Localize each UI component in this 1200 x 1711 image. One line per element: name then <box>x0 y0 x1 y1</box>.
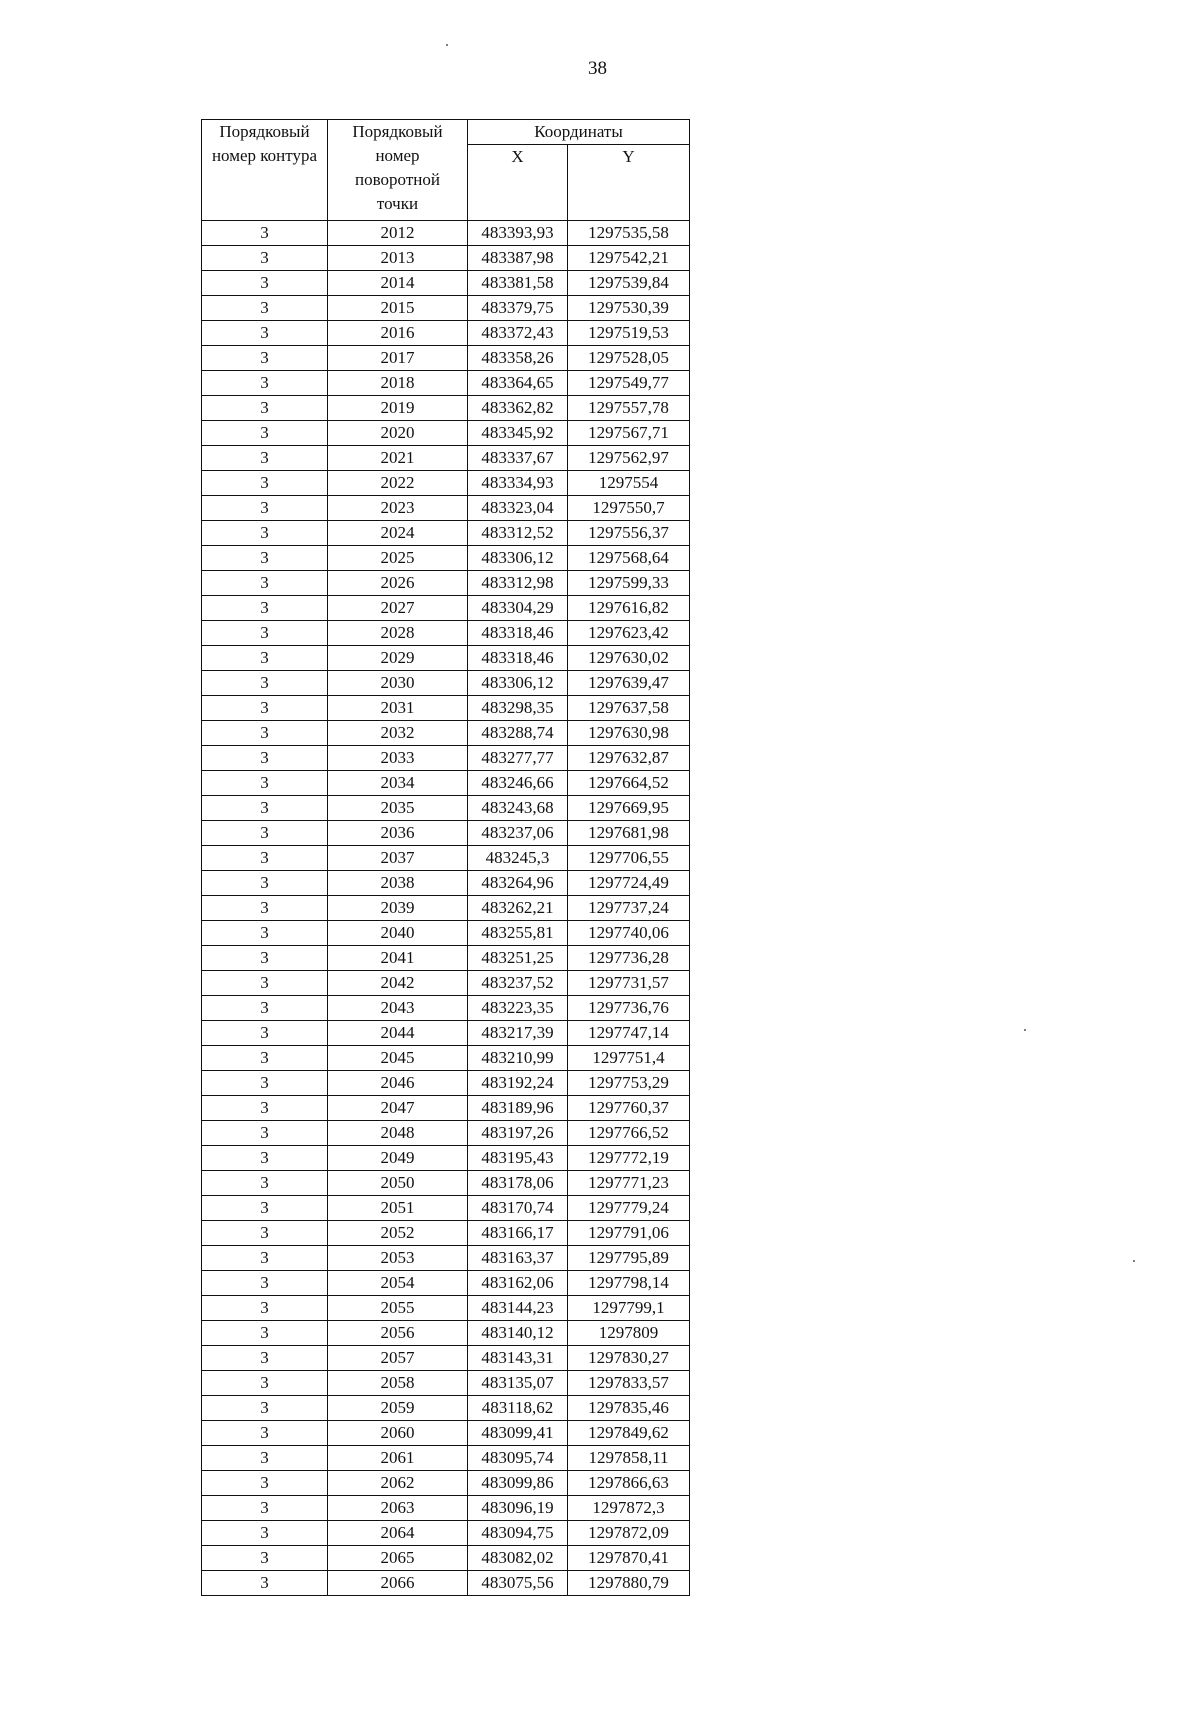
y-coordinate-cell: 1297554 <box>568 471 690 496</box>
table-row <box>202 846 690 871</box>
contour-number-cell: 3 <box>202 1396 328 1421</box>
scan-speck <box>1133 1260 1135 1262</box>
contour-number-cell: 3 <box>202 1146 328 1171</box>
x-coordinate-cell: 483135,07 <box>468 1371 568 1396</box>
y-coordinate-cell: 1297809 <box>568 1321 690 1346</box>
table-row <box>202 1471 690 1496</box>
y-coordinate-cell: 1297623,42 <box>568 621 690 646</box>
point-number-cell: 2042 <box>328 971 468 996</box>
point-number-cell: 2043 <box>328 996 468 1021</box>
x-coordinate-cell: 483245,3 <box>468 846 568 871</box>
x-coordinate-cell: 483304,29 <box>468 596 568 621</box>
x-coordinate-cell: 483345,92 <box>468 421 568 446</box>
contour-number-cell: 3 <box>202 221 328 246</box>
point-number-cell: 2058 <box>328 1371 468 1396</box>
x-coordinate-cell: 483364,65 <box>468 371 568 396</box>
y-coordinate-cell: 1297530,39 <box>568 296 690 321</box>
point-number-cell: 2020 <box>328 421 468 446</box>
contour-number-cell: 3 <box>202 1221 328 1246</box>
point-number-cell: 2024 <box>328 521 468 546</box>
table-row <box>202 1071 690 1096</box>
table-row <box>202 1321 690 1346</box>
point-number-cell: 2025 <box>328 546 468 571</box>
y-header: Y <box>568 145 690 221</box>
x-header: X <box>468 145 568 221</box>
point-number-cell: 2018 <box>328 371 468 396</box>
y-coordinate-cell: 1297737,24 <box>568 896 690 921</box>
point-number-cell: 2061 <box>328 1446 468 1471</box>
contour-number-cell: 3 <box>202 1421 328 1446</box>
point-number-cell: 2038 <box>328 871 468 896</box>
y-coordinate-cell: 1297760,37 <box>568 1096 690 1121</box>
contour-number-cell: 3 <box>202 496 328 521</box>
point-number-cell: 2055 <box>328 1296 468 1321</box>
contour-number-cell: 3 <box>202 696 328 721</box>
x-coordinate-cell: 483075,56 <box>468 1571 568 1596</box>
y-coordinate-cell: 1297872,09 <box>568 1521 690 1546</box>
point-number-cell: 2051 <box>328 1196 468 1221</box>
table-row <box>202 546 690 571</box>
point-number-cell: 2064 <box>328 1521 468 1546</box>
table-row <box>202 496 690 521</box>
x-coordinate-cell: 483162,06 <box>468 1271 568 1296</box>
table-body <box>202 221 690 1596</box>
table-row <box>202 1271 690 1296</box>
y-coordinate-cell: 1297616,82 <box>568 596 690 621</box>
point-number-cell: 2056 <box>328 1321 468 1346</box>
x-coordinate-cell: 483099,41 <box>468 1421 568 1446</box>
table-row <box>202 246 690 271</box>
x-coordinate-cell: 483264,96 <box>468 871 568 896</box>
y-coordinate-cell: 1297599,33 <box>568 571 690 596</box>
table-row <box>202 696 690 721</box>
point-number-cell: 2035 <box>328 796 468 821</box>
y-coordinate-cell: 1297880,79 <box>568 1571 690 1596</box>
y-coordinate-cell: 1297539,84 <box>568 271 690 296</box>
y-coordinate-cell: 1297798,14 <box>568 1271 690 1296</box>
y-coordinate-cell: 1297835,46 <box>568 1396 690 1421</box>
contour-number-header <box>202 120 328 221</box>
x-coordinate-cell: 483306,12 <box>468 546 568 571</box>
table-row <box>202 596 690 621</box>
contour-number-cell: 3 <box>202 671 328 696</box>
contour-number-cell: 3 <box>202 1321 328 1346</box>
x-coordinate-cell: 483318,46 <box>468 646 568 671</box>
x-coordinate-cell: 483197,26 <box>468 1121 568 1146</box>
x-coordinate-cell: 483277,77 <box>468 746 568 771</box>
table-row <box>202 1171 690 1196</box>
point-number-cell: 2012 <box>328 221 468 246</box>
y-coordinate-cell: 1297740,06 <box>568 921 690 946</box>
table-row <box>202 1371 690 1396</box>
contour-number-cell: 3 <box>202 621 328 646</box>
contour-number-cell: 3 <box>202 596 328 621</box>
contour-number-cell: 3 <box>202 396 328 421</box>
point-number-cell: 2046 <box>328 1071 468 1096</box>
contour-number-cell: 3 <box>202 571 328 596</box>
table-row <box>202 296 690 321</box>
y-coordinate-cell: 1297549,77 <box>568 371 690 396</box>
x-coordinate-cell: 483195,43 <box>468 1146 568 1171</box>
y-coordinate-cell: 1297766,52 <box>568 1121 690 1146</box>
x-coordinate-cell: 483379,75 <box>468 296 568 321</box>
point-number-header <box>328 120 468 221</box>
y-coordinate-cell: 1297736,28 <box>568 946 690 971</box>
y-coordinate-cell: 1297568,64 <box>568 546 690 571</box>
contour-header-line: Порядковый <box>219 122 310 141</box>
contour-number-cell: 3 <box>202 871 328 896</box>
contour-number-cell: 3 <box>202 1046 328 1071</box>
point-number-cell: 2017 <box>328 346 468 371</box>
contour-number-cell: 3 <box>202 1296 328 1321</box>
x-coordinate-cell: 483358,26 <box>468 346 568 371</box>
contour-number-cell: 3 <box>202 646 328 671</box>
point-number-cell: 2060 <box>328 1421 468 1446</box>
x-coordinate-cell: 483298,35 <box>468 696 568 721</box>
scan-speck <box>1024 1029 1026 1031</box>
table-row <box>202 1421 690 1446</box>
table-row <box>202 796 690 821</box>
point-number-cell: 2033 <box>328 746 468 771</box>
table-row <box>202 1571 690 1596</box>
x-coordinate-cell: 483217,39 <box>468 1021 568 1046</box>
x-coordinate-cell: 483237,06 <box>468 821 568 846</box>
table-row <box>202 946 690 971</box>
contour-number-cell: 3 <box>202 896 328 921</box>
table-row <box>202 221 690 246</box>
x-coordinate-cell: 483096,19 <box>468 1496 568 1521</box>
x-coordinate-cell: 483094,75 <box>468 1521 568 1546</box>
y-coordinate-cell: 1297632,87 <box>568 746 690 771</box>
point-number-cell: 2062 <box>328 1471 468 1496</box>
x-coordinate-cell: 483095,74 <box>468 1446 568 1471</box>
table-row <box>202 521 690 546</box>
table-row <box>202 971 690 996</box>
table-row <box>202 471 690 496</box>
contour-number-cell: 3 <box>202 746 328 771</box>
x-coordinate-cell: 483192,24 <box>468 1071 568 1096</box>
table-row <box>202 1021 690 1046</box>
contour-number-cell: 3 <box>202 971 328 996</box>
point-number-cell: 2034 <box>328 771 468 796</box>
y-coordinate-cell: 1297557,78 <box>568 396 690 421</box>
coordinates-table <box>201 119 690 1596</box>
table-row <box>202 646 690 671</box>
table-row <box>202 1246 690 1271</box>
table-row <box>202 1196 690 1221</box>
x-coordinate-cell: 483166,17 <box>468 1221 568 1246</box>
x-coordinate-cell: 483118,62 <box>468 1396 568 1421</box>
y-coordinate-cell: 1297849,62 <box>568 1421 690 1446</box>
x-coordinate-cell: 483393,93 <box>468 221 568 246</box>
contour-number-cell: 3 <box>202 1246 328 1271</box>
y-coordinate-cell: 1297542,21 <box>568 246 690 271</box>
x-coordinate-cell: 483170,74 <box>468 1196 568 1221</box>
y-coordinate-cell: 1297747,14 <box>568 1021 690 1046</box>
y-coordinate-cell: 1297535,58 <box>568 221 690 246</box>
x-coordinate-cell: 483255,81 <box>468 921 568 946</box>
y-coordinate-cell: 1297771,23 <box>568 1171 690 1196</box>
point-number-cell: 2057 <box>328 1346 468 1371</box>
contour-number-cell: 3 <box>202 1371 328 1396</box>
y-coordinate-cell: 1297753,29 <box>568 1071 690 1096</box>
contour-number-cell: 3 <box>202 721 328 746</box>
point-number-cell: 2053 <box>328 1246 468 1271</box>
x-coordinate-cell: 483288,74 <box>468 721 568 746</box>
point-number-cell: 2048 <box>328 1121 468 1146</box>
table-row <box>202 721 690 746</box>
contour-number-cell: 3 <box>202 296 328 321</box>
x-coordinate-cell: 483178,06 <box>468 1171 568 1196</box>
table-row <box>202 871 690 896</box>
y-coordinate-cell: 1297637,58 <box>568 696 690 721</box>
table-row <box>202 921 690 946</box>
x-coordinate-cell: 483210,99 <box>468 1046 568 1071</box>
table-row <box>202 346 690 371</box>
point-number-cell: 2015 <box>328 296 468 321</box>
x-coordinate-cell: 483251,25 <box>468 946 568 971</box>
x-coordinate-cell: 483140,12 <box>468 1321 568 1346</box>
y-coordinate-cell: 1297830,27 <box>568 1346 690 1371</box>
point-number-cell: 2036 <box>328 821 468 846</box>
x-coordinate-cell: 483323,04 <box>468 496 568 521</box>
table-row <box>202 1296 690 1321</box>
x-coordinate-cell: 483223,35 <box>468 996 568 1021</box>
y-coordinate-cell: 1297562,97 <box>568 446 690 471</box>
point-number-cell: 2066 <box>328 1571 468 1596</box>
contour-number-cell: 3 <box>202 1171 328 1196</box>
point-number-cell: 2037 <box>328 846 468 871</box>
table-row <box>202 371 690 396</box>
y-coordinate-cell: 1297751,4 <box>568 1046 690 1071</box>
contour-number-cell: 3 <box>202 271 328 296</box>
table-row <box>202 1546 690 1571</box>
point-number-cell: 2065 <box>328 1546 468 1571</box>
point-number-cell: 2040 <box>328 921 468 946</box>
point-number-cell: 2027 <box>328 596 468 621</box>
point-number-cell: 2039 <box>328 896 468 921</box>
table-row <box>202 1496 690 1521</box>
table-row <box>202 1396 690 1421</box>
contour-number-cell: 3 <box>202 1571 328 1596</box>
contour-number-cell: 3 <box>202 471 328 496</box>
table-row <box>202 446 690 471</box>
contour-number-cell: 3 <box>202 1521 328 1546</box>
table-row <box>202 996 690 1021</box>
y-coordinate-cell: 1297736,76 <box>568 996 690 1021</box>
point-number-cell: 2019 <box>328 396 468 421</box>
y-coordinate-cell: 1297528,05 <box>568 346 690 371</box>
y-coordinate-cell: 1297872,3 <box>568 1496 690 1521</box>
point-number-cell: 2021 <box>328 446 468 471</box>
contour-number-cell: 3 <box>202 821 328 846</box>
table-row <box>202 1446 690 1471</box>
point-number-cell: 2029 <box>328 646 468 671</box>
point-header-line: номер <box>375 146 420 165</box>
table-row <box>202 896 690 921</box>
table-row <box>202 621 690 646</box>
table-row <box>202 746 690 771</box>
point-number-cell: 2028 <box>328 621 468 646</box>
contour-number-cell: 3 <box>202 1446 328 1471</box>
x-coordinate-cell: 483082,02 <box>468 1546 568 1571</box>
table-row <box>202 271 690 296</box>
point-number-cell: 2016 <box>328 321 468 346</box>
y-coordinate-cell: 1297550,7 <box>568 496 690 521</box>
point-header-line: Порядковый <box>352 122 443 141</box>
point-number-cell: 2022 <box>328 471 468 496</box>
contour-number-cell: 3 <box>202 371 328 396</box>
contour-number-cell: 3 <box>202 946 328 971</box>
point-header-line: поворотной <box>355 170 440 189</box>
table-row <box>202 1121 690 1146</box>
y-coordinate-cell: 1297630,98 <box>568 721 690 746</box>
contour-number-cell: 3 <box>202 246 328 271</box>
x-coordinate-cell: 483334,93 <box>468 471 568 496</box>
contour-number-cell: 3 <box>202 1496 328 1521</box>
point-number-cell: 2041 <box>328 946 468 971</box>
contour-number-cell: 3 <box>202 1346 328 1371</box>
x-coordinate-cell: 483387,98 <box>468 246 568 271</box>
point-number-cell: 2050 <box>328 1171 468 1196</box>
y-coordinate-cell: 1297630,02 <box>568 646 690 671</box>
contour-number-cell: 3 <box>202 1471 328 1496</box>
table-row <box>202 1346 690 1371</box>
table-row <box>202 1046 690 1071</box>
point-number-cell: 2045 <box>328 1046 468 1071</box>
point-number-cell: 2059 <box>328 1396 468 1421</box>
table-row <box>202 821 690 846</box>
contour-number-cell: 3 <box>202 921 328 946</box>
point-number-cell: 2032 <box>328 721 468 746</box>
y-coordinate-cell: 1297724,49 <box>568 871 690 896</box>
point-number-cell: 2044 <box>328 1021 468 1046</box>
x-coordinate-cell: 483237,52 <box>468 971 568 996</box>
point-number-cell: 2026 <box>328 571 468 596</box>
x-coordinate-cell: 483163,37 <box>468 1246 568 1271</box>
table-row <box>202 1096 690 1121</box>
x-coordinate-cell: 483381,58 <box>468 271 568 296</box>
scan-speck <box>446 44 448 46</box>
x-coordinate-cell: 483318,46 <box>468 621 568 646</box>
x-coordinate-cell: 483243,68 <box>468 796 568 821</box>
x-coordinate-cell: 483312,98 <box>468 571 568 596</box>
y-coordinate-cell: 1297681,98 <box>568 821 690 846</box>
y-coordinate-cell: 1297858,11 <box>568 1446 690 1471</box>
point-number-cell: 2052 <box>328 1221 468 1246</box>
contour-number-cell: 3 <box>202 421 328 446</box>
contour-number-cell: 3 <box>202 1021 328 1046</box>
contour-number-cell: 3 <box>202 1546 328 1571</box>
point-number-cell: 2054 <box>328 1271 468 1296</box>
y-coordinate-cell: 1297772,19 <box>568 1146 690 1171</box>
contour-number-cell: 3 <box>202 771 328 796</box>
table-row <box>202 396 690 421</box>
contour-number-cell: 3 <box>202 546 328 571</box>
x-coordinate-cell: 483312,52 <box>468 521 568 546</box>
contour-number-cell: 3 <box>202 1096 328 1121</box>
x-coordinate-cell: 483262,21 <box>468 896 568 921</box>
point-number-cell: 2023 <box>328 496 468 521</box>
point-number-cell: 2013 <box>328 246 468 271</box>
x-coordinate-cell: 483099,86 <box>468 1471 568 1496</box>
x-coordinate-cell: 483189,96 <box>468 1096 568 1121</box>
point-number-cell: 2030 <box>328 671 468 696</box>
contour-number-cell: 3 <box>202 346 328 371</box>
point-number-cell: 2047 <box>328 1096 468 1121</box>
x-coordinate-cell: 483306,12 <box>468 671 568 696</box>
y-coordinate-cell: 1297779,24 <box>568 1196 690 1221</box>
point-number-cell: 2031 <box>328 696 468 721</box>
contour-number-cell: 3 <box>202 446 328 471</box>
y-coordinate-cell: 1297799,1 <box>568 1296 690 1321</box>
contour-number-cell: 3 <box>202 796 328 821</box>
point-header-line: точки <box>376 194 419 213</box>
x-coordinate-cell: 483144,23 <box>468 1296 568 1321</box>
x-coordinate-cell: 483362,82 <box>468 396 568 421</box>
y-coordinate-cell: 1297866,63 <box>568 1471 690 1496</box>
y-coordinate-cell: 1297833,57 <box>568 1371 690 1396</box>
y-coordinate-cell: 1297519,53 <box>568 321 690 346</box>
x-coordinate-cell: 483337,67 <box>468 446 568 471</box>
y-coordinate-cell: 1297706,55 <box>568 846 690 871</box>
contour-number-cell: 3 <box>202 1196 328 1221</box>
table-row <box>202 571 690 596</box>
contour-header-line: номер контура <box>211 146 318 165</box>
y-coordinate-cell: 1297731,57 <box>568 971 690 996</box>
contour-number-cell: 3 <box>202 846 328 871</box>
x-coordinate-cell: 483246,66 <box>468 771 568 796</box>
y-coordinate-cell: 1297567,71 <box>568 421 690 446</box>
x-coordinate-cell: 483143,31 <box>468 1346 568 1371</box>
point-number-cell: 2014 <box>328 271 468 296</box>
contour-number-cell: 3 <box>202 996 328 1021</box>
point-number-cell: 2049 <box>328 1146 468 1171</box>
table-row <box>202 771 690 796</box>
y-coordinate-cell: 1297664,52 <box>568 771 690 796</box>
contour-number-cell: 3 <box>202 521 328 546</box>
coordinates-header: Координаты <box>468 120 690 145</box>
table-row <box>202 671 690 696</box>
y-coordinate-cell: 1297870,41 <box>568 1546 690 1571</box>
y-coordinate-cell: 1297669,95 <box>568 796 690 821</box>
table-row <box>202 421 690 446</box>
contour-number-cell: 3 <box>202 1121 328 1146</box>
point-number-cell: 2063 <box>328 1496 468 1521</box>
contour-number-cell: 3 <box>202 321 328 346</box>
contour-number-cell: 3 <box>202 1271 328 1296</box>
y-coordinate-cell: 1297795,89 <box>568 1246 690 1271</box>
y-coordinate-cell: 1297639,47 <box>568 671 690 696</box>
y-coordinate-cell: 1297791,06 <box>568 1221 690 1246</box>
page-number: 38 <box>588 58 607 79</box>
table-row <box>202 1521 690 1546</box>
x-coordinate-cell: 483372,43 <box>468 321 568 346</box>
contour-number-cell: 3 <box>202 1071 328 1096</box>
table-row <box>202 321 690 346</box>
y-coordinate-cell: 1297556,37 <box>568 521 690 546</box>
table-row <box>202 1221 690 1246</box>
table-row <box>202 1146 690 1171</box>
